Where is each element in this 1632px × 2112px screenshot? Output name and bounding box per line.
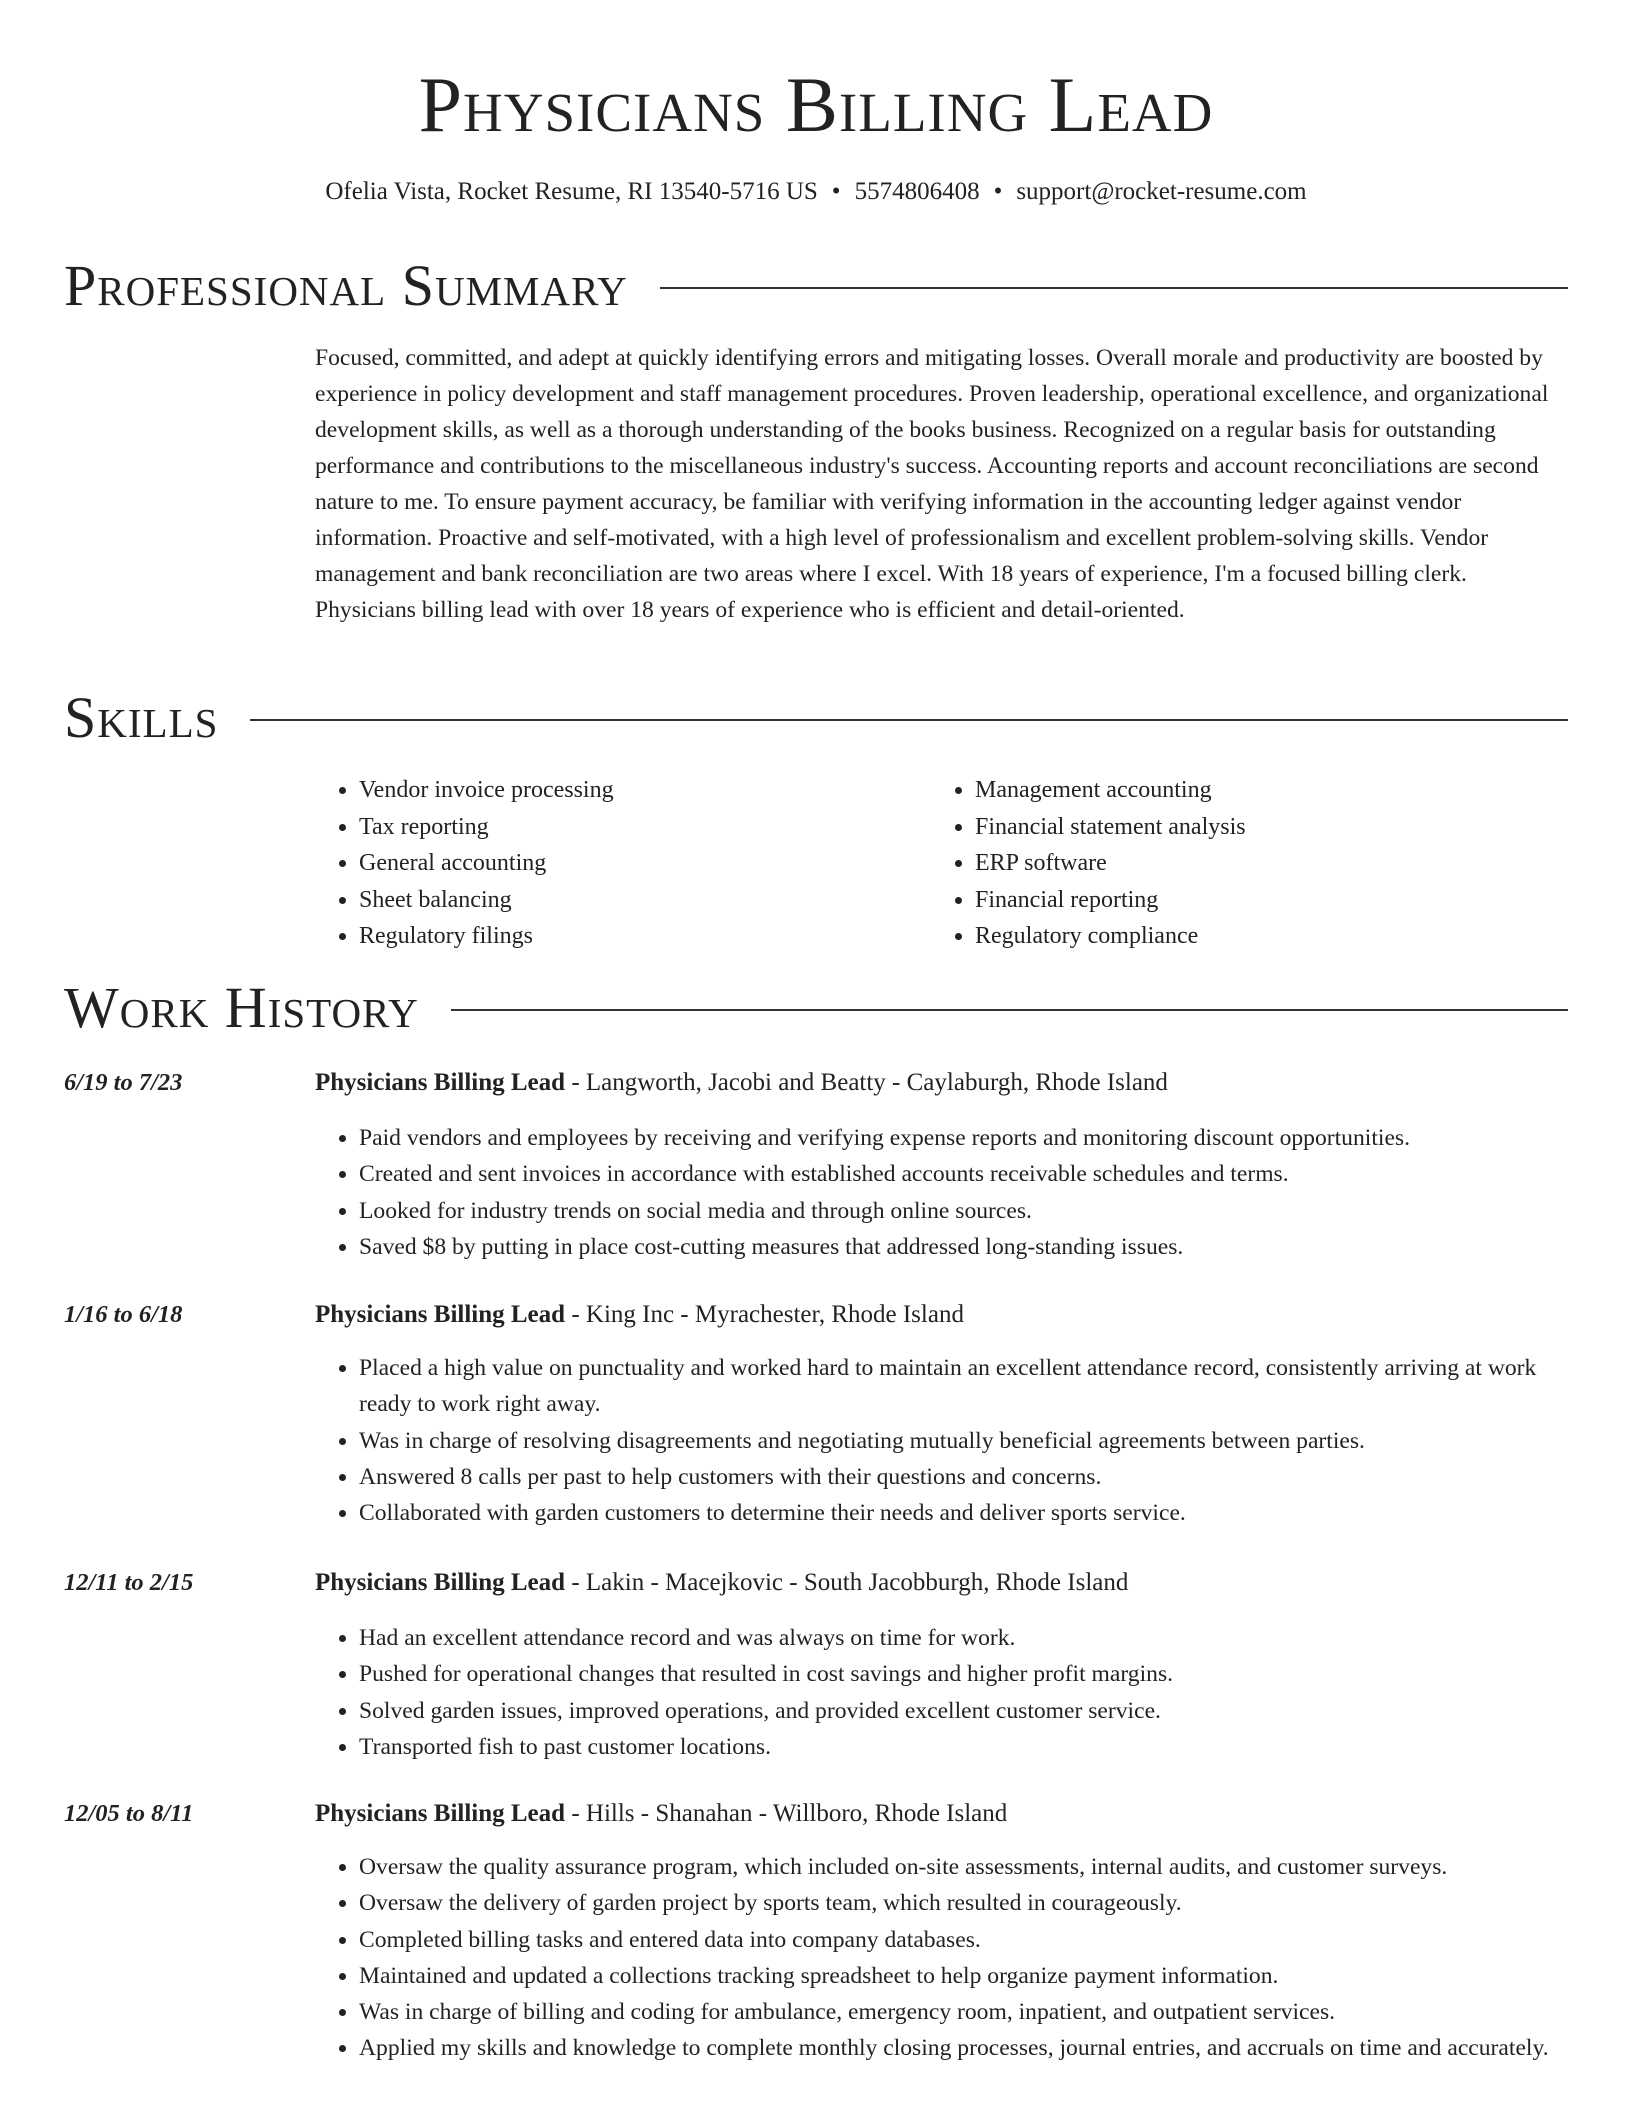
job-dates: 12/05 to 8/11	[64, 1800, 194, 1827]
skills-heading: Skills	[64, 685, 219, 750]
section-divider	[250, 719, 1568, 721]
contact-phone: 5574806408	[854, 178, 980, 205]
page-title: Physicians Billing Lead	[418, 61, 1214, 148]
section-divider	[451, 1009, 1568, 1011]
contact-separator: •	[831, 178, 841, 205]
skill-item: • Financial statement analysis	[975, 809, 1547, 846]
skill-item: • Tax reporting	[359, 809, 931, 846]
skills-list	[315, 772, 1567, 955]
job-employer: - Lakin - Macejkovic - South Jacobburgh, Rhode Island	[565, 1569, 1129, 1596]
summary-text: Focused, committed, and adept at quickly identifying errors and mitigating losses. Overall morale and productivity are boosted by experience in policy development and staff management procedures. Proven leadership, operational excellence, and organizational development skills, as well as a thorough understanding of the books business. Recognized on a regular basis for outstanding performance and contributions to the miscellaneous industry's success. Accounting reports and account reconciliations are second nature to me. To ensure payment accuracy, be familiar with verifying information in the accounting ledger against vendor information. Proactive and self-motivated, with a high level of professionalism and excellent problem-solving skills. Vendor management and bank reconciliation are two areas where I excel. With 18 years of experience, I'm a focused billing clerk. Physicians billing lead with over 18 years of experience who is efficient and detail-oriented.	[315, 345, 1549, 623]
skill-item: • Sheet balancing	[359, 882, 931, 919]
skills-column-left	[315, 772, 931, 955]
job-bullet: • Saved $8 by putting in place cost-cutting measures that addressed long-standing issues.	[359, 1229, 1567, 1265]
work-section-header	[64, 976, 1568, 1040]
job-role	[315, 1066, 1567, 1100]
job-role	[315, 1298, 1567, 1332]
skill-item: • Regulatory filings	[359, 918, 931, 955]
job-dates: 12/11 to 2/15	[64, 1569, 194, 1596]
skill-item: • General accounting	[359, 845, 931, 882]
skills-section-header	[64, 686, 1568, 750]
job-bullet: • Was in charge of resolving disagreements and negotiating mutually beneficial agreements between parties.	[359, 1423, 1567, 1459]
skill-item: • Regulatory compliance	[975, 918, 1547, 955]
job-bullet: • Pushed for operational changes that resulted in cost savings and higher profit margins.	[359, 1656, 1567, 1692]
contact-address: Ofelia Vista, Rocket Resume, RI 13540-5716 US	[325, 178, 818, 205]
skill-item: • Management accounting	[975, 772, 1547, 809]
job-bullet: • Placed a high value on punctuality and worked hard to maintain an excellent attendance record, consistently arriving at work ready to work right away.	[359, 1350, 1567, 1423]
job-bullet: • Maintained and updated a collections tracking spreadsheet to help organize payment information.	[359, 1958, 1567, 1994]
contact-separator: •	[993, 178, 1003, 205]
work-heading: Work History	[64, 975, 419, 1040]
summary-heading: Professional Summary	[64, 253, 628, 318]
job-dates: 6/19 to 7/23	[64, 1069, 183, 1096]
job-bullets	[315, 1120, 1567, 1265]
job-bullets	[315, 1350, 1567, 1531]
job-employer: - Langworth, Jacobi and Beatty - Caylaburgh, Rhode Island	[565, 1069, 1168, 1096]
job-title: Physicians Billing Lead	[315, 1069, 566, 1096]
job-title: Physicians Billing Lead	[315, 1301, 566, 1328]
job-bullet: • Had an excellent attendance record and was always on time for work.	[359, 1620, 1567, 1656]
job-bullet: • Applied my skills and knowledge to complete monthly closing processes, journal entries, and accruals on time and accurately.	[359, 2030, 1567, 2066]
job-bullet: • Oversaw the quality assurance program, which included on-site assessments, internal audits, and customer surveys.	[359, 1849, 1567, 1885]
job-bullet: • Created and sent invoices in accordance with established accounts receivable schedules and terms.	[359, 1156, 1567, 1192]
skills-column-right	[931, 772, 1547, 955]
skill-item: • ERP software	[975, 845, 1547, 882]
skill-item: • Vendor invoice processing	[359, 772, 931, 809]
job-bullet: • Looked for industry trends on social media and through online sources.	[359, 1193, 1567, 1229]
job-title: Physicians Billing Lead	[315, 1800, 566, 1827]
job-employer: - Hills - Shanahan - Willboro, Rhode Island	[565, 1800, 1008, 1827]
job-bullet: • Solved garden issues, improved operations, and provided excellent customer service.	[359, 1693, 1567, 1729]
job-role	[315, 1566, 1567, 1600]
job-bullets	[315, 1849, 1567, 2067]
job-bullet: • Was in charge of billing and coding for ambulance, emergency room, inpatient, and outpatient services.	[359, 1994, 1567, 2030]
contact-email: support@rocket-resume.com	[1016, 178, 1307, 205]
job-role	[315, 1797, 1567, 1831]
job-title: Physicians Billing Lead	[315, 1569, 566, 1596]
job-bullet: • Completed billing tasks and entered data into company databases.	[359, 1922, 1567, 1958]
job-bullet: • Answered 8 calls per past to help customers with their questions and concerns.	[359, 1459, 1567, 1495]
job-bullet: • Oversaw the delivery of garden project by sports team, which resulted in courageously.	[359, 1885, 1567, 1921]
job-bullet: • Transported fish to past customer locations.	[359, 1729, 1567, 1765]
job-bullet: • Paid vendors and employees by receiving and verifying expense reports and monitoring discount opportunities.	[359, 1120, 1567, 1156]
summary-section-header	[64, 254, 1568, 318]
section-divider	[660, 287, 1568, 289]
skill-item: • Financial reporting	[975, 882, 1547, 919]
job-dates: 1/16 to 6/18	[64, 1301, 183, 1328]
job-employer: - King Inc - Myrachester, Rhode Island	[565, 1301, 964, 1328]
job-bullets	[315, 1620, 1567, 1765]
contact-line	[0, 176, 1632, 208]
job-bullet: • Collaborated with garden customers to determine their needs and deliver sports service.	[359, 1495, 1567, 1531]
